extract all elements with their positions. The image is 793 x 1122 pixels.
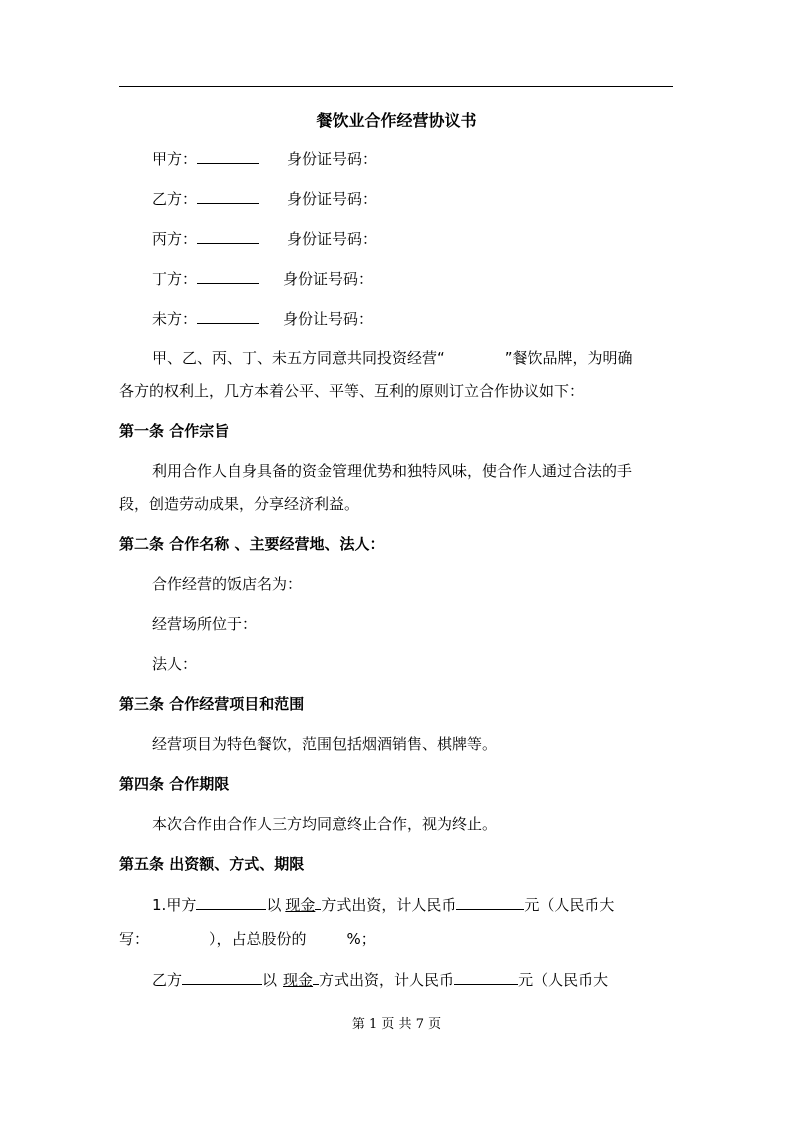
- party-label: 未方：: [152, 310, 198, 328]
- text: 方式出资，计人民币: [321, 896, 457, 914]
- amount-blank: [196, 894, 266, 910]
- legal-person-line: 法人：: [152, 655, 198, 673]
- text: %；: [346, 930, 376, 948]
- article-1-text: 利用合作人自身具备的资金管理优势和独特风味，使合作人通过合法的手: [152, 462, 633, 480]
- amount-blank: [182, 969, 262, 985]
- id-label: 身份证号码：: [287, 190, 378, 208]
- article-5-heading: 第五条 出资额、方式、期限: [119, 855, 305, 873]
- article-4-heading: 第四条 合作期限: [119, 775, 230, 793]
- party-name-blank: [197, 268, 259, 284]
- text: 方式出资，计人民币: [319, 971, 455, 989]
- intro-text: ”餐饮品牌，为明确: [504, 349, 633, 367]
- party-name-blank: [197, 148, 259, 164]
- article-3-heading: 第三条 合作经营项目和范围: [119, 695, 305, 713]
- restaurant-name-line: 合作经营的饭店名为：: [152, 575, 303, 593]
- id-label: 身份证号码：: [287, 230, 378, 248]
- method-value: 现金: [285, 896, 316, 914]
- intro-line-1: [152, 348, 633, 368]
- business-location-line: 经营场所位于：: [152, 615, 258, 633]
- party-label: 甲方：: [152, 150, 198, 168]
- party-label: 丙方：: [152, 230, 198, 248]
- party-label: 乙方: [152, 971, 183, 989]
- text: 元（人民币大: [518, 971, 609, 989]
- party-name-blank: [197, 308, 259, 324]
- party-row: [152, 228, 377, 249]
- id-label: 身份证号码：: [287, 150, 378, 168]
- intro-text: 甲、乙、丙、丁、未五方同意共同投资经营“: [152, 349, 445, 367]
- party-row: [152, 308, 373, 329]
- article-1-text: 段，创造劳动成果，分享经济利益。: [119, 495, 360, 513]
- party-label: 乙方：: [152, 190, 198, 208]
- contribution-line-party-a: [152, 894, 614, 915]
- id-label: 身份让号码：: [283, 310, 374, 328]
- article-4-text: 本次合作由合作人三方均同意终止合作，视为终止。: [152, 815, 498, 833]
- method-value: 现金: [283, 971, 314, 989]
- text: 以: [262, 971, 278, 989]
- party-name-blank: [197, 188, 259, 204]
- party-label: 甲方: [166, 896, 197, 914]
- party-row: [152, 268, 373, 289]
- party-name-blank: [197, 228, 259, 244]
- party-row: [152, 148, 377, 169]
- page-footer: 第 1 页 共 7 页: [351, 1017, 442, 1032]
- article-1-heading: 第一条 合作宗旨: [119, 422, 230, 440]
- rmb-amount-blank: [456, 894, 524, 910]
- rmb-amount-blank: [454, 969, 518, 985]
- document-title: 餐饮业合作经营协议书: [316, 111, 477, 130]
- text: ），占总股份的: [209, 930, 307, 948]
- article-2-heading: 第二条 合作名称 、主要经营地、法人：: [119, 535, 385, 553]
- text: 写：: [119, 930, 150, 948]
- intro-line-2: 各方的权利上，几方本着公平、平等、互利的原则订立合作协议如下：: [119, 382, 585, 400]
- text: 元（人民币大: [524, 896, 615, 914]
- id-label: 身份证号码：: [283, 270, 374, 288]
- party-label: 丁方：: [152, 270, 198, 288]
- item-number: 1.: [152, 896, 167, 914]
- party-row: [152, 188, 377, 209]
- article-3-text: 经营项目为特色餐饮，范围包括烟酒销售、棋牌等。: [152, 735, 498, 753]
- text: 以: [266, 896, 282, 914]
- contribution-line-party-a-2: [119, 929, 376, 949]
- header-rule: [119, 86, 673, 87]
- contribution-line-party-b: [152, 969, 608, 990]
